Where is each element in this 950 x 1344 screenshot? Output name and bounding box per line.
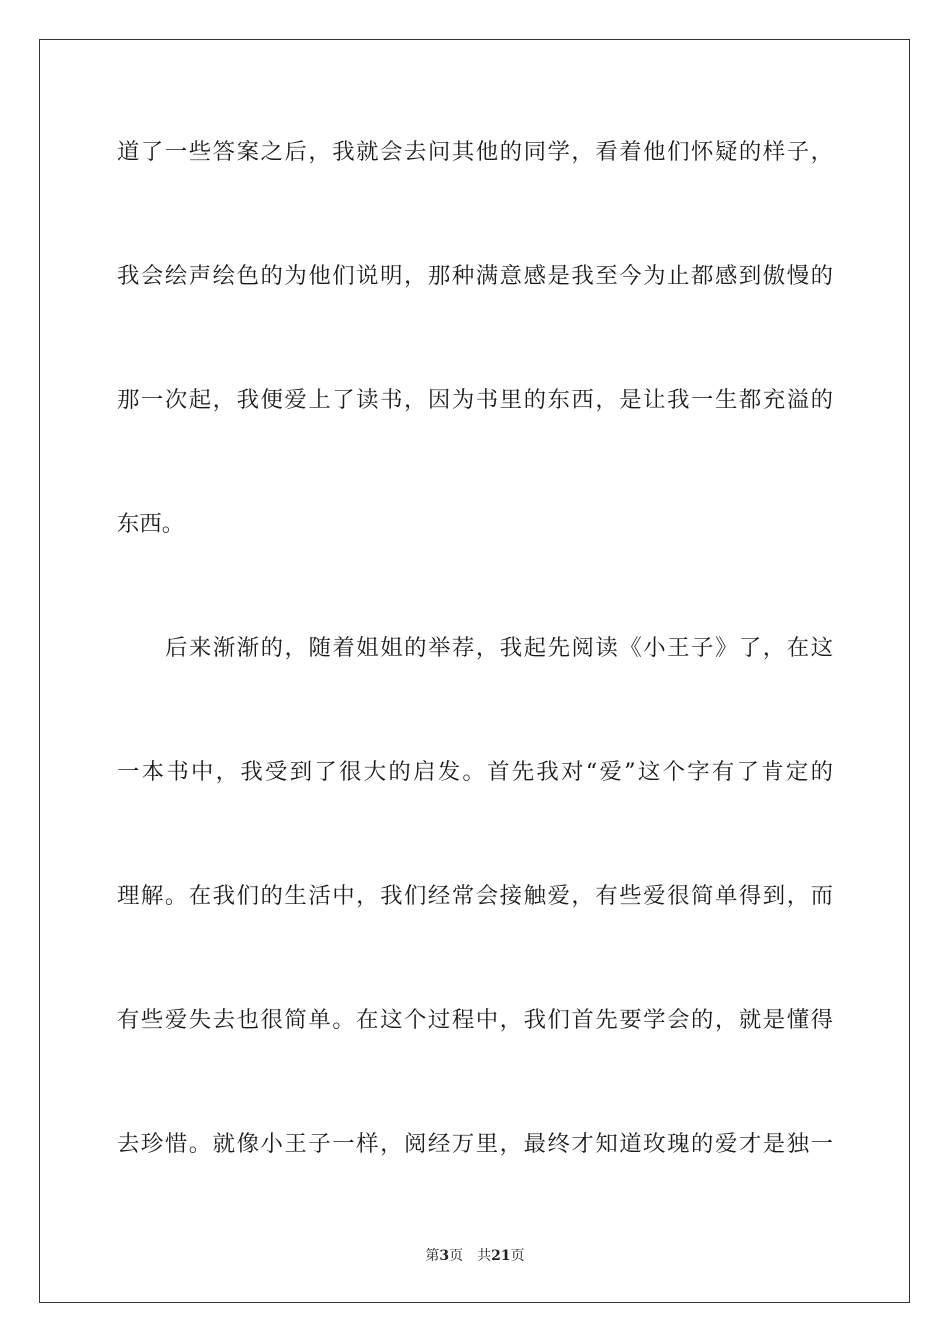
text-line: 道了一些答案之后，我就会去问其他的同学，看着他们怀疑的样子， (117, 139, 833, 165)
total-suffix: 页 (510, 1248, 525, 1264)
total-pages: 21 (491, 1248, 511, 1264)
page-prefix: 第 (425, 1248, 440, 1264)
page-footer (0, 1247, 950, 1265)
text-line: 去珍惜。就像小王子一样，阅经万里，最终才知道玫瑰的爱才是独一 (117, 1131, 833, 1157)
text-line: 理解。在我们的生活中，我们经常会接触爱，有些爱很简单得到，而 (117, 883, 833, 909)
text-line: 有些爱失去也很简单。在这个过程中，我们首先要学会的，就是懂得 (117, 1007, 833, 1033)
page-suffix: 页 (449, 1248, 464, 1264)
paragraph-first-line: 后来渐渐的，随着姐姐的举荐，我起先阅读《小王子》了，在这 (165, 635, 833, 661)
page-frame (39, 39, 910, 1303)
text-line: 我会绘声绘色的为他们说明，那种满意感是我至今为止都感到傲慢的 (117, 263, 833, 289)
page-number: 3 (439, 1248, 450, 1264)
text-line: 一本书中，我受到了很大的启发。首先我对“爱”这个字有了肯定的 (117, 759, 833, 785)
text-line: 那一次起，我便爱上了读书，因为书里的东西，是让我一生都充溢的 (117, 387, 833, 413)
total-prefix: 共 (477, 1248, 492, 1264)
text-line: 东西。 (117, 511, 185, 537)
